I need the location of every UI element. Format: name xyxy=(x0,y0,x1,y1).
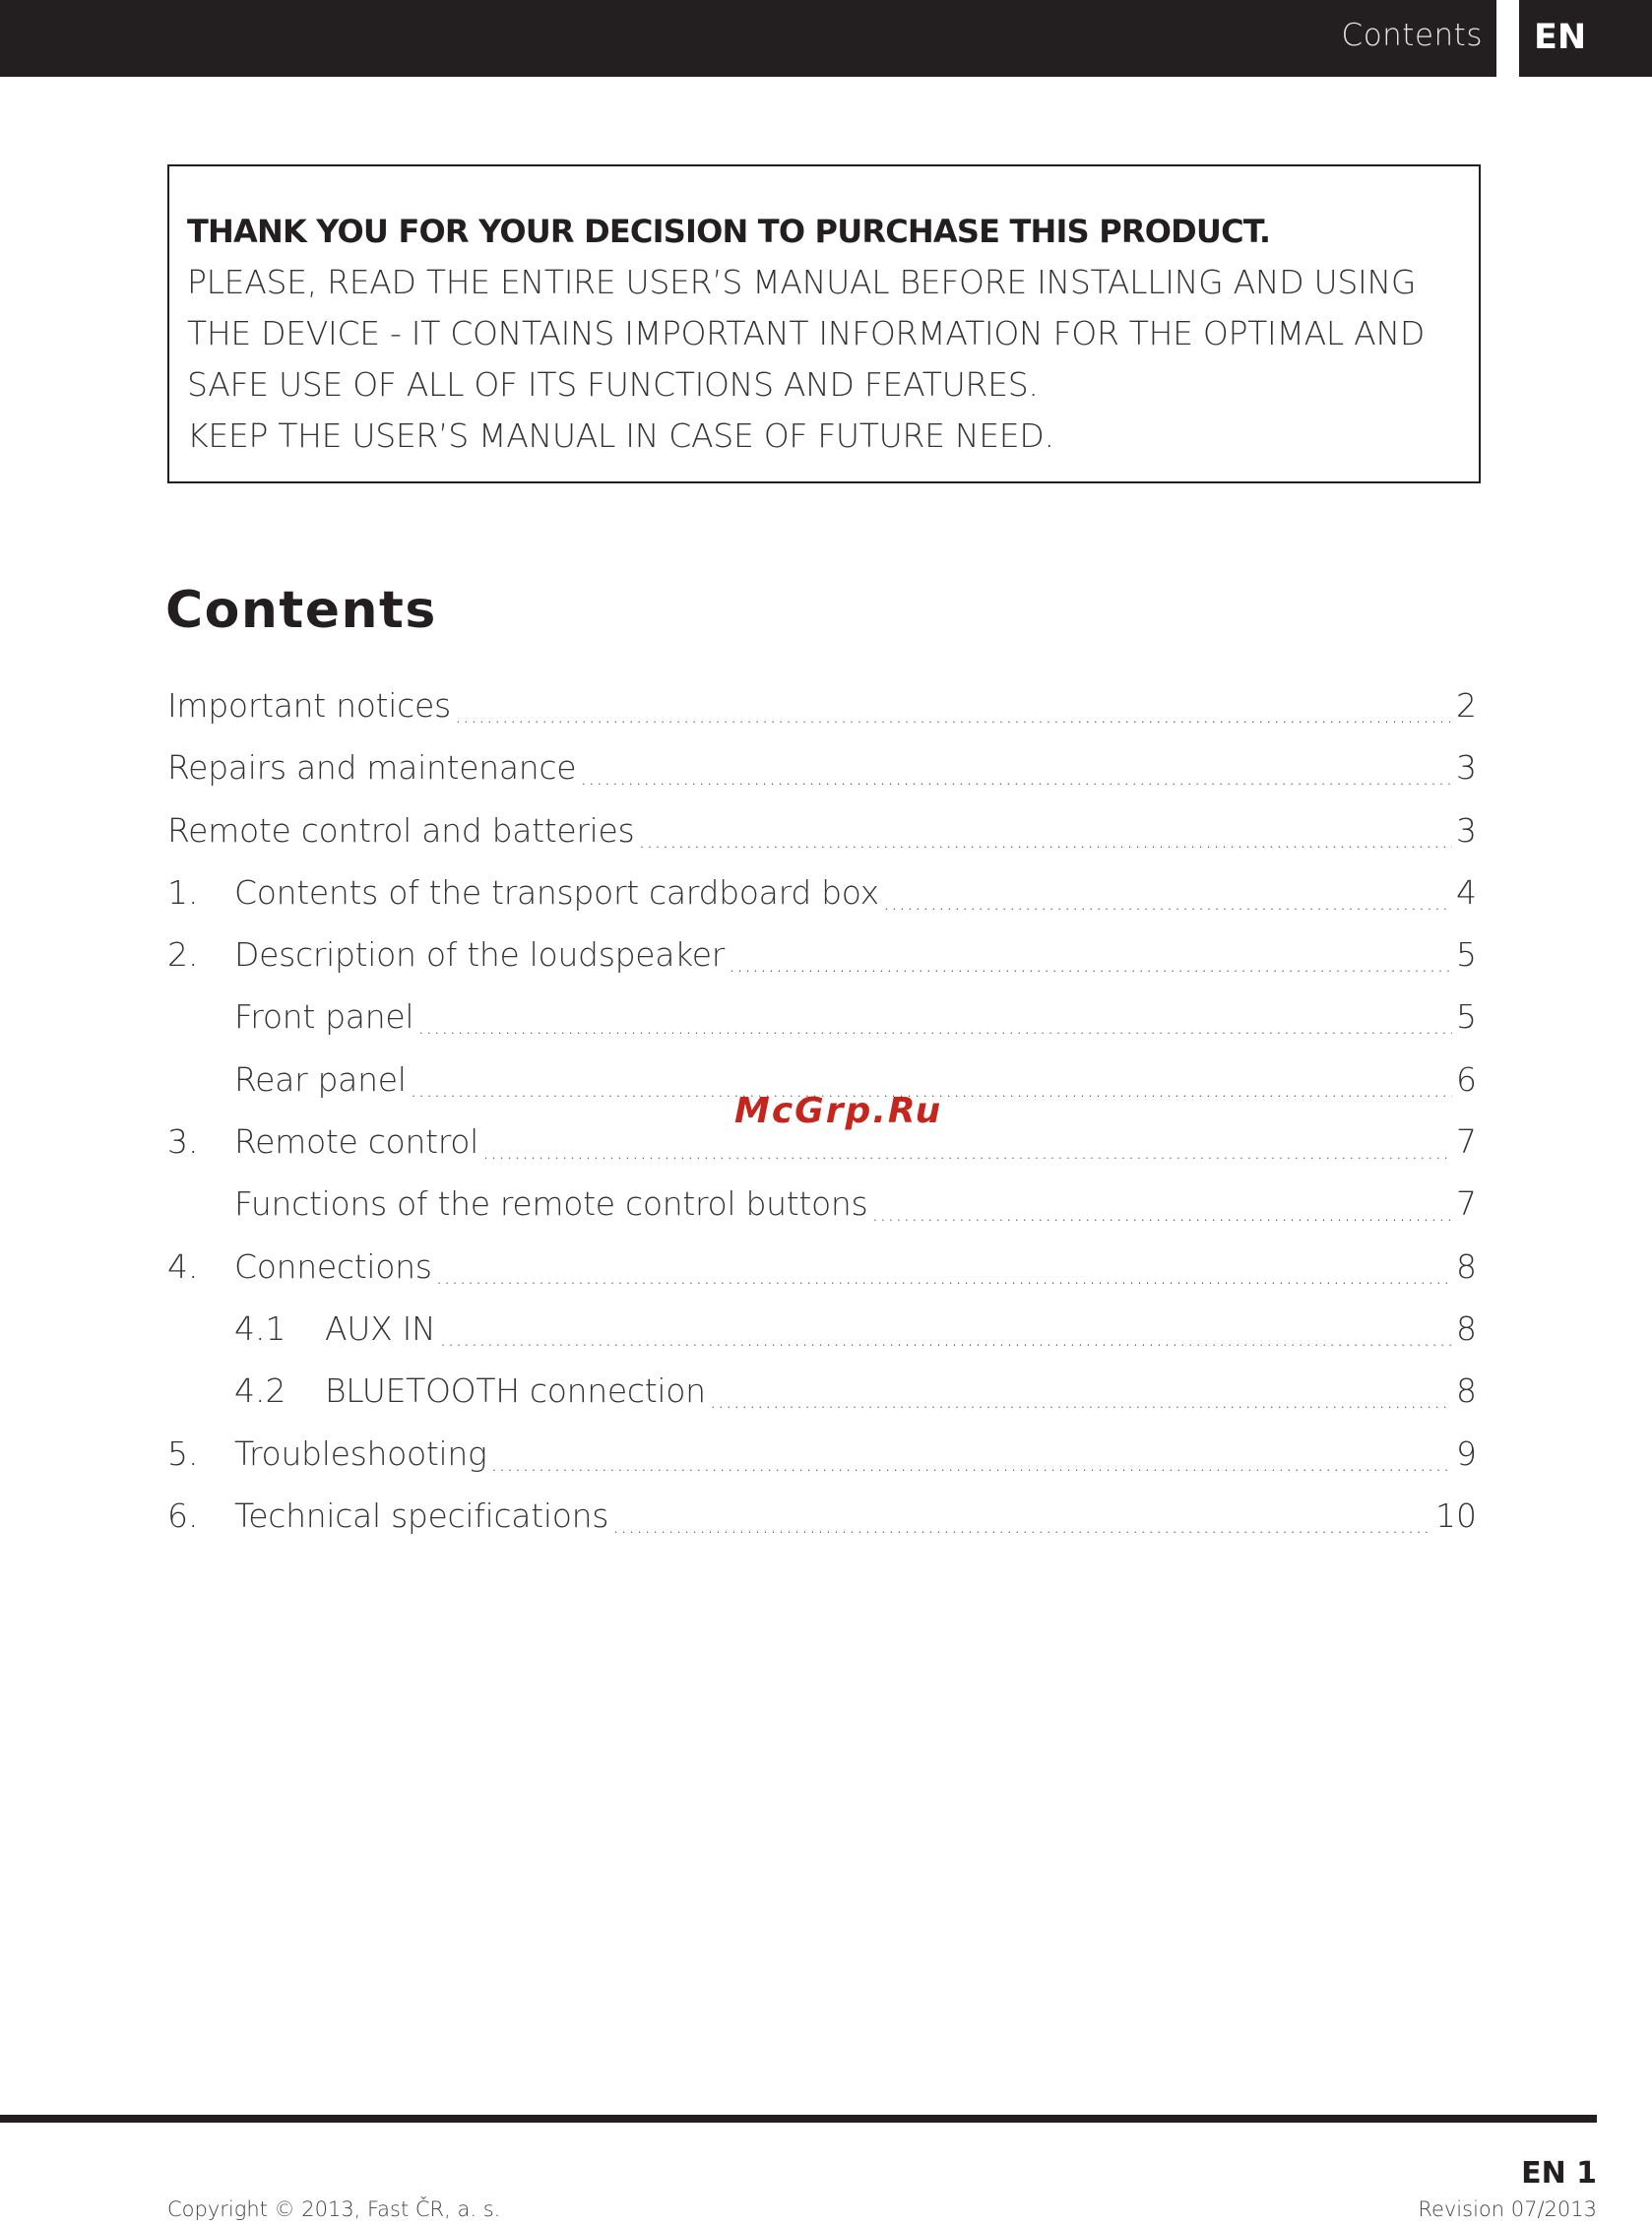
toc-entry-repairs-and-maintenance[interactable] xyxy=(167,748,1477,810)
toc-entry-number: 6. xyxy=(167,1495,199,1535)
toc-entry-title: Remote control and batteries xyxy=(167,810,635,850)
watermark-text: McGrp.Ru xyxy=(734,1091,943,1131)
toc-entry-title: Functions of the remote control buttons xyxy=(234,1184,868,1224)
toc-entry-title: Connections xyxy=(234,1246,432,1286)
toc-leader-dots xyxy=(436,1247,1452,1286)
notice-line: SAFE USE OF ALL OF ITS FUNCTIONS AND FEATURES. xyxy=(187,365,1039,404)
toc-leader-dots xyxy=(638,811,1452,850)
toc-entry-description-of-loudspeaker[interactable] xyxy=(167,935,1477,997)
toc-entry-connections[interactable] xyxy=(167,1247,1477,1309)
toc-entry-number: 2. xyxy=(167,935,199,975)
toc-leader-dots xyxy=(612,1496,1431,1535)
toc-entry-title: AUX IN xyxy=(325,1308,436,1348)
toc-entry-page: 4 xyxy=(1456,872,1477,912)
notice-line: KEEP THE USER’S MANUAL IN CASE OF FUTURE NEED. xyxy=(187,416,1054,455)
toc-entry-technical-specifications[interactable] xyxy=(167,1496,1477,1558)
header-section-title: Contents xyxy=(1341,18,1483,53)
toc-entry-title: Contents of the transport cardboard box xyxy=(234,872,879,912)
toc-entry-title: Important notices xyxy=(167,686,451,725)
language-tab xyxy=(1519,0,1652,77)
toc-entry-subnumber: 4.2 xyxy=(234,1371,286,1411)
toc-entry-number: 4. xyxy=(167,1246,199,1286)
footer-divider xyxy=(0,2115,1597,2123)
toc-entry-bluetooth-connection[interactable] xyxy=(167,1371,1477,1433)
toc-entry-page: 5 xyxy=(1456,997,1477,1037)
notice-line: PLEASE, READ THE ENTIRE USER’S MANUAL BEFORE INSTALLING AND USING xyxy=(187,263,1417,301)
toc-entry-page: 3 xyxy=(1456,810,1477,850)
toc-entry-number: 3. xyxy=(167,1122,199,1162)
toc-entry-number: 5. xyxy=(167,1433,199,1473)
toc-leader-dots xyxy=(871,1184,1452,1223)
toc-entry-title: Repairs and maintenance xyxy=(167,748,577,788)
toc-entry-page: 3 xyxy=(1456,748,1477,788)
contents-heading: Contents xyxy=(165,581,437,640)
toc-entry-remote-control-and-batteries[interactable] xyxy=(167,811,1477,873)
notice-line-thanks: THANK YOU FOR YOUR DECISION TO PURCHASE THIS PRODUCT. xyxy=(187,213,1271,250)
purchase-notice-box xyxy=(167,164,1481,483)
toc-entry-page: 5 xyxy=(1456,935,1477,975)
toc-leader-dots xyxy=(455,686,1452,725)
toc-entry-remote-control-buttons[interactable] xyxy=(167,1184,1477,1246)
toc-entry-remote-control[interactable] xyxy=(167,1122,1477,1184)
toc-entry-page: 8 xyxy=(1456,1308,1477,1348)
toc-entry-front-panel[interactable] xyxy=(167,997,1477,1059)
toc-entry-title: BLUETOOTH connection xyxy=(325,1371,706,1411)
toc-entry-title: Front panel xyxy=(234,997,414,1037)
toc-entry-aux-in[interactable] xyxy=(167,1309,1477,1371)
toc-leader-dots xyxy=(883,873,1452,912)
toc-leader-dots xyxy=(417,997,1452,1036)
toc-entry-page: 2 xyxy=(1456,686,1477,725)
toc-entry-important-notices[interactable] xyxy=(167,686,1477,748)
toc-entry-title: Remote control xyxy=(234,1122,479,1162)
toc-entry-page: 8 xyxy=(1456,1371,1477,1411)
toc-entry-page: 7 xyxy=(1456,1122,1477,1162)
toc-leader-dots xyxy=(439,1309,1452,1348)
copyright-text: Copyright © 2013, Fast ČR, a. s. xyxy=(167,2197,501,2221)
toc-leader-dots xyxy=(491,1434,1453,1473)
revision-text: Revision 07/2013 xyxy=(1418,2197,1597,2221)
toc-leader-dots xyxy=(482,1122,1452,1161)
toc-entry-title: Technical specifications xyxy=(234,1495,609,1535)
toc-leader-dots xyxy=(580,748,1452,787)
toc-entry-page: 6 xyxy=(1456,1059,1477,1099)
toc-entry-page: 7 xyxy=(1456,1184,1477,1224)
toc-entry-title: Troubleshooting xyxy=(234,1433,487,1473)
toc-entry-title: Rear panel xyxy=(234,1059,407,1099)
language-label: EN xyxy=(1534,18,1587,57)
toc-leader-dots xyxy=(729,935,1452,974)
toc-entry-contents-of-box[interactable] xyxy=(167,873,1477,935)
notice-line: THE DEVICE - IT CONTAINS IMPORTANT INFORMATION FOR THE OPTIMAL AND xyxy=(187,314,1425,352)
toc-entry-subnumber: 4.1 xyxy=(234,1308,286,1348)
toc-entry-troubleshooting[interactable] xyxy=(167,1434,1477,1496)
page-number: EN 1 xyxy=(1521,2156,1597,2191)
toc-entry-page: 8 xyxy=(1456,1246,1477,1286)
toc-entry-number: 1. xyxy=(167,872,199,912)
toc-leader-dots xyxy=(710,1371,1452,1410)
toc-entry-page: 9 xyxy=(1456,1433,1477,1473)
header-bar xyxy=(0,0,1496,77)
toc-entry-page: 10 xyxy=(1435,1495,1477,1535)
toc-entry-title: Description of the loudspeaker xyxy=(234,935,726,975)
